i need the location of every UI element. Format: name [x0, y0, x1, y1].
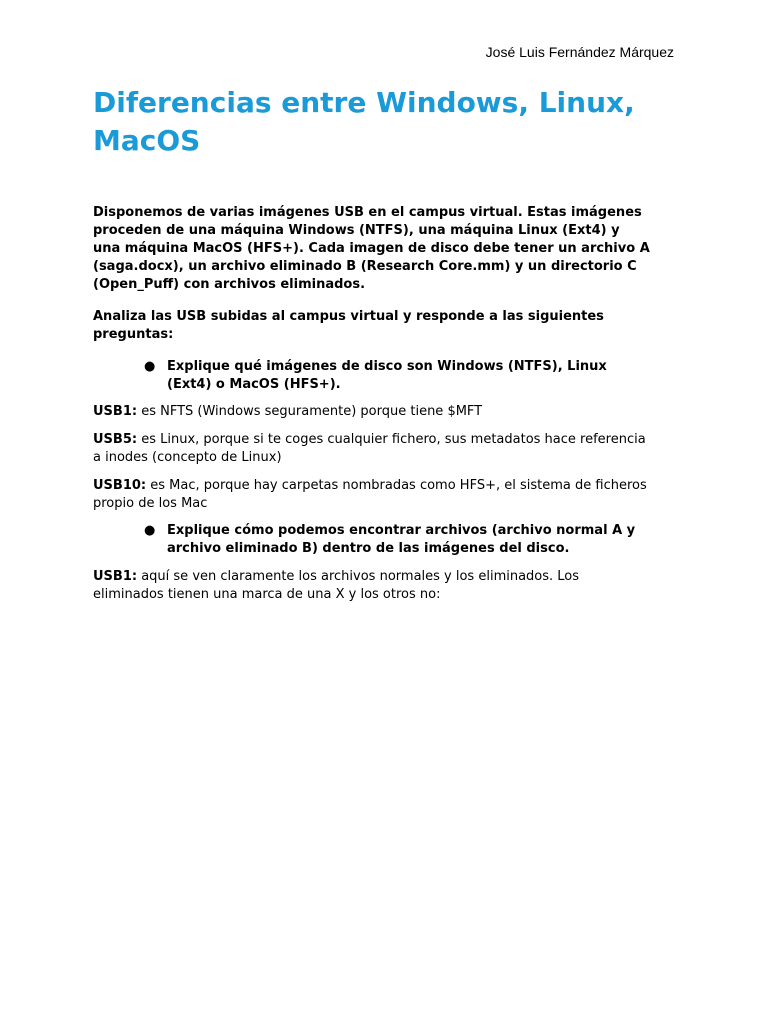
answer-usb5-line-1 [93, 431, 683, 449]
answer2-usb1-label: USB1: [93, 569, 138, 584]
answer-usb5 [93, 431, 683, 467]
intro-line-5: (Open_Puff) con archivos eliminados. [93, 277, 366, 292]
title-line-2: MacOS [93, 124, 201, 157]
page-title [93, 84, 693, 160]
intro-line-3: una máquina MacOS (HFS+). Cada imagen de disco debe tener un archivo A [93, 241, 650, 256]
title-line-1: Diferencias entre Windows, Linux, [93, 86, 635, 119]
answer2-usb1-line-2: eliminados tienen una marca de una X y los otros no: [93, 587, 441, 602]
bullet-dot-icon: ● [144, 359, 156, 374]
bullet-item-1-text [167, 358, 607, 394]
bullet-dot-icon: ● [144, 523, 156, 538]
answer2-usb1-line-1 [93, 568, 683, 586]
intro-line-4: (saga.docx), un archivo eliminado B (Research Core.mm) y un directorio C [93, 259, 637, 274]
intro-line-1: Disponemos de varias imágenes USB en el campus virtual. Estas imágenes [93, 205, 642, 220]
answer2-usb1 [93, 568, 683, 604]
bullet-item-2-text [167, 522, 635, 558]
answer-usb5-label: USB5: [93, 432, 138, 447]
intro-line-2: proceden de una máquina Windows (NTFS), una máquina Linux (Ext4) y [93, 223, 620, 238]
question-intro-paragraph [93, 308, 683, 344]
bullet-2-line-1: Explique cómo podemos encontrar archivos (archivo normal A y [167, 523, 636, 538]
question-intro-line-1: Analiza las USB subidas al campus virtual y responde a las siguientes [93, 309, 604, 324]
answer-usb10-label: USB10: [93, 478, 147, 493]
bullet-1-line-1: Explique qué imágenes de disco son Windows (NTFS), Linux [167, 359, 607, 374]
answer-usb5-line-2: a inodes (concepto de Linux) [93, 450, 282, 465]
answer-usb10 [93, 477, 683, 513]
answer-usb1-line [93, 403, 683, 421]
answer-usb5-text-1: es Linux, porque si te coges cualquier fichero, sus metadatos hace referencia [137, 432, 646, 447]
question-intro-line-2: preguntas: [93, 327, 174, 342]
bullet-1-line-2: (Ext4) o MacOS (HFS+). [167, 377, 341, 392]
answer-usb10-text-1: es Mac, porque hay carpetas nombradas como HFS+, el sistema de ficheros [146, 478, 647, 493]
answer2-usb1-text-1: aquí se ven claramente los archivos normales y los eliminados. Los [137, 569, 580, 584]
answer-usb1-label: USB1: [93, 404, 138, 419]
answer-usb1 [93, 403, 683, 421]
bullet-2-line-2: archivo eliminado B) dentro de las imágenes del disco. [167, 541, 570, 556]
answer-usb1-text: es NFTS (Windows seguramente) porque tiene $MFT [137, 404, 483, 419]
answer-usb10-line-2: propio de los Mac [93, 496, 208, 511]
intro-paragraph [93, 204, 683, 294]
header-author: José Luis Fernández Márquez [485, 44, 674, 60]
answer-usb10-line-1 [93, 477, 683, 495]
